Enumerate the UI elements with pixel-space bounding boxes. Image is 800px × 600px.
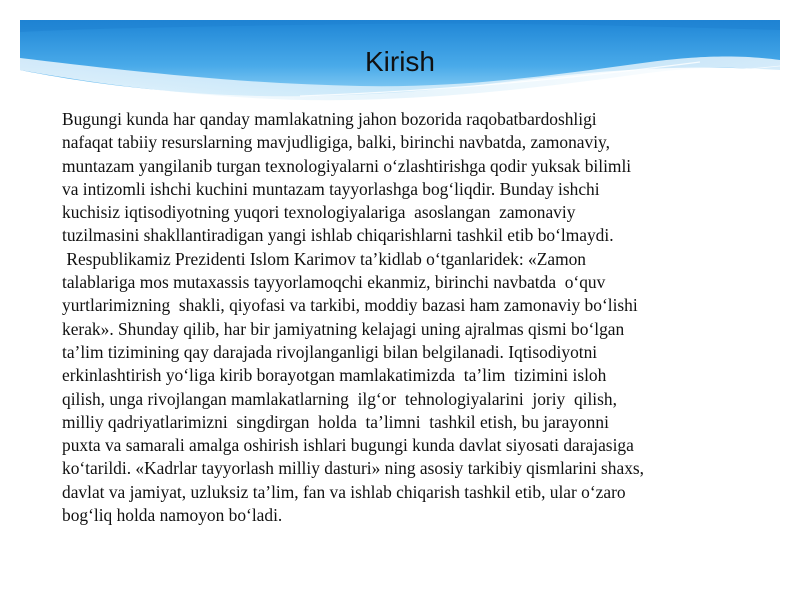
text-line: erkinlashtirish yo‘liga kirib borayotgan mamlakatimizda ta’lim tizimini isloh bbox=[62, 365, 607, 386]
text-line: muntazam yangilanib turgan texnologiyalarni o‘zlashtirishga qodir yuksak bilimli bbox=[62, 155, 632, 176]
text-line: Respublikamiz Prezidenti Islom Karimov ta’kidlab o‘tganlaridek: «Zamon bbox=[62, 248, 587, 269]
text-line: va intizomli ishchi kuchini muntazam tayyorlashga bog‘liqdir. Bunday ishchi bbox=[62, 178, 600, 199]
text-line: milliy qadriyatlarimizni singdirgan holda ta’limni tashkil etish, bu jarayonni bbox=[62, 411, 609, 432]
text-line: puxta va samarali amalga oshirish ishlari bugungi kunda davlat siyosati darajasiga bbox=[62, 435, 634, 456]
text-line: davlat va jamiyat, uzluksiz ta’lim, fan va ishlab chiqarish tashkil etib, ular o‘zaro bbox=[62, 481, 626, 502]
text-line: ta’lim tizimining qay darajada rivojlanganligi bilan belgilanadi. Iqtisodiyotni bbox=[62, 341, 598, 362]
body-paragraph bbox=[62, 108, 752, 527]
slide-title: Kirish bbox=[364, 46, 435, 77]
text-line: Bugungi kunda har qanday mamlakatning jahon bozorida raqobatbardoshligi bbox=[62, 109, 597, 129]
text-line: ko‘tarildi. «Kadrlar tayyorlash milliy dasturi» ning asosiy tarkibiy qismlarini shaxs, bbox=[62, 458, 645, 479]
text-line: kuchisiz iqtisodiyotning yuqori texnologiyalariga asoslangan zamonaviy bbox=[62, 202, 576, 223]
text-line: tuzilmasini shakllantiradigan yangi ishlab chiqarishlarni tashkil etib bo‘lmaydi. bbox=[62, 225, 614, 246]
text-line: bog‘liq holda namoyon bo‘ladi. bbox=[62, 505, 283, 526]
text-line: nafaqat tabiiy resurslarning mavjudligiga, balki, birinchi navbatda, zamonaviy, bbox=[62, 132, 610, 153]
text-line: kerak». Shunday qilib, har bir jamiyatning kelajagi uning ajralmas qismi bo‘lgan bbox=[62, 318, 625, 339]
text-line: qilish, unga rivojlangan mamlakatlarning ilg‘or tehnologiyalarini joriy qilish, bbox=[62, 388, 617, 409]
text-line: yurtlarimizning shakli, qiyofasi va tarkibi, moddiy bazasi ham zamonaviy bo‘lishi bbox=[62, 295, 638, 316]
text-line: talablariga mos mutaxassis tayyorlamoqchi ekanmiz, birinchi navbatda o‘quv bbox=[62, 272, 606, 293]
